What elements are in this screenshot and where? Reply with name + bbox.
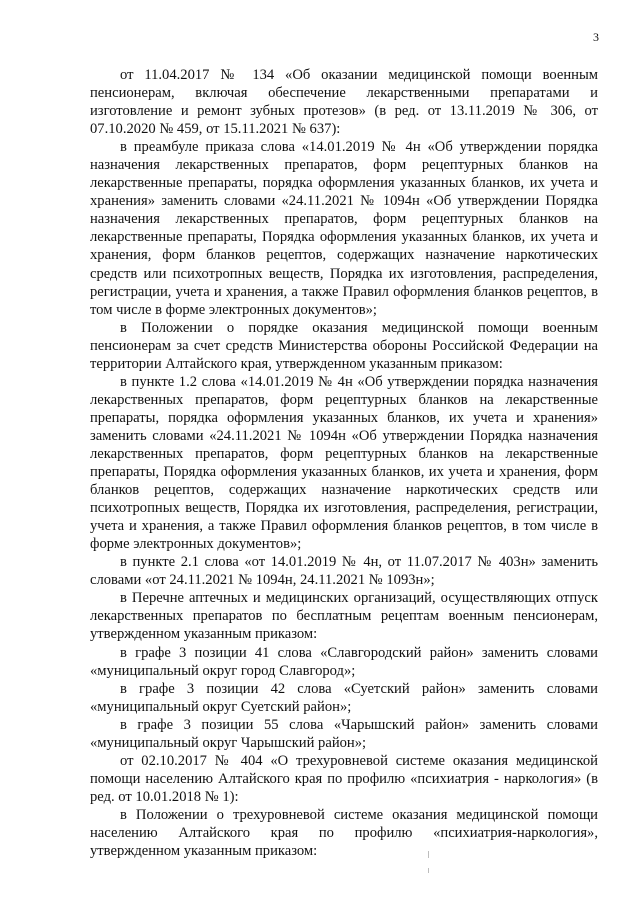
scan-mark (428, 868, 429, 873)
paragraph-order-134: от 11.04.2017 № 134 «Об оказании медицинской помощи военным пенсионерам, включая обеспечение лекарственными препаратами и изготовление и ремонт зубных протезов» (в ред. от 13.11.2019 № 306, от 07.10.2020 № 459, от 15.11.2021 № 637): (90, 67, 598, 138)
paragraph-pharmacy-list: в Перечне аптечных и медицинских организаций, осуществляющих отпуск лекарственных препаратов по бесплатным рецептам военным пенсионерам, утвержденном указанным приказом: (90, 590, 598, 643)
page-number: 3 (593, 30, 599, 44)
paragraph-item-1-2: в пункте 1.2 слова «14.01.2019 № 4н «Об утверждении порядка назначения лекарственных препаратов, форм рецептурных бланков на лекарственные препараты, порядка оформления указанных бланков, их учета и хранения» заменить словами «24.11.2021 № 1094н «Об утверждении Порядка назначения лекарственных препаратов, форм рецептурных бланков на лекарственные препараты, Порядка оформления указанных бланков, их учета и хранения, форм бланков рецептов, содержащих назначение наркотических средств или психотропных веществ, Порядка их изготовления, распределения, регистрации, учета и хранения, а также Правил оформления бланков рецептов, в том числе в форме электронных документов»; (90, 373, 598, 553)
scan-mark (428, 851, 429, 858)
document-body (90, 66, 598, 860)
paragraph-position-55: в графе 3 позиции 55 слова «Чарышский район» заменить словами «муниципальный округ Чарышский район»; (90, 716, 598, 751)
paragraph-order-404: от 02.10.2017 № 404 «О трехуровневой системе оказания медицинской помощи населению Алтайского края по профилю «психиатрия - наркология» (в ред. от 10.01.2018 № 1): (90, 752, 598, 805)
paragraph-position-42: в графе 3 позиции 42 слова «Суетский район» заменить словами «муниципальный округ Суетский район»; (90, 680, 598, 715)
paragraph-three-level-system: в Положении о трехуровневой системе оказания медицинской помощи населению Алтайского края по профилю «психиатрия-наркология», утвержденном указанным приказом: (90, 806, 598, 860)
paragraph-preamble: в преамбуле приказа слова «14.01.2019 № 4н «Об утверждении порядка назначения лекарственных препаратов, форм рецептурных бланков на лекарственные препараты, порядка оформления указанных бланков, их учета и хранения» заменить словами «24.11.2021 № 1094н «Об утверждении Порядка назначения лекарственных препаратов, форм рецептурных бланков на лекарственные препараты, Порядка оформления указанных бланков, их учета и хранения, форм бланков рецептов, содержащих назначение наркотических средств или психотропных веществ, Порядка их изготовления, распределения, регистрации, учета и хранения, а также Правил оформления бланков рецептов, в том числе в форме электронных документов»; (90, 139, 598, 318)
paragraph-item-2-1: в пункте 2.1 слова «от 14.01.2019 № 4н, от 11.07.2017 № 403н» заменить словами «от 24.11.2021 № 1094н, 24.11.2021 № 1093н»; (90, 554, 598, 589)
paragraph-position-41: в графе 3 позиции 41 слова «Славгородский район» заменить словами «муниципальный округ город Славгород»; (90, 644, 598, 679)
paragraph-regulation-pensioners: в Положении о порядке оказания медицинской помощи военным пенсионерам за счет средств Министерства обороны Российской Федерации на территории Алтайского края, утвержденном указанным приказом: (90, 319, 598, 372)
